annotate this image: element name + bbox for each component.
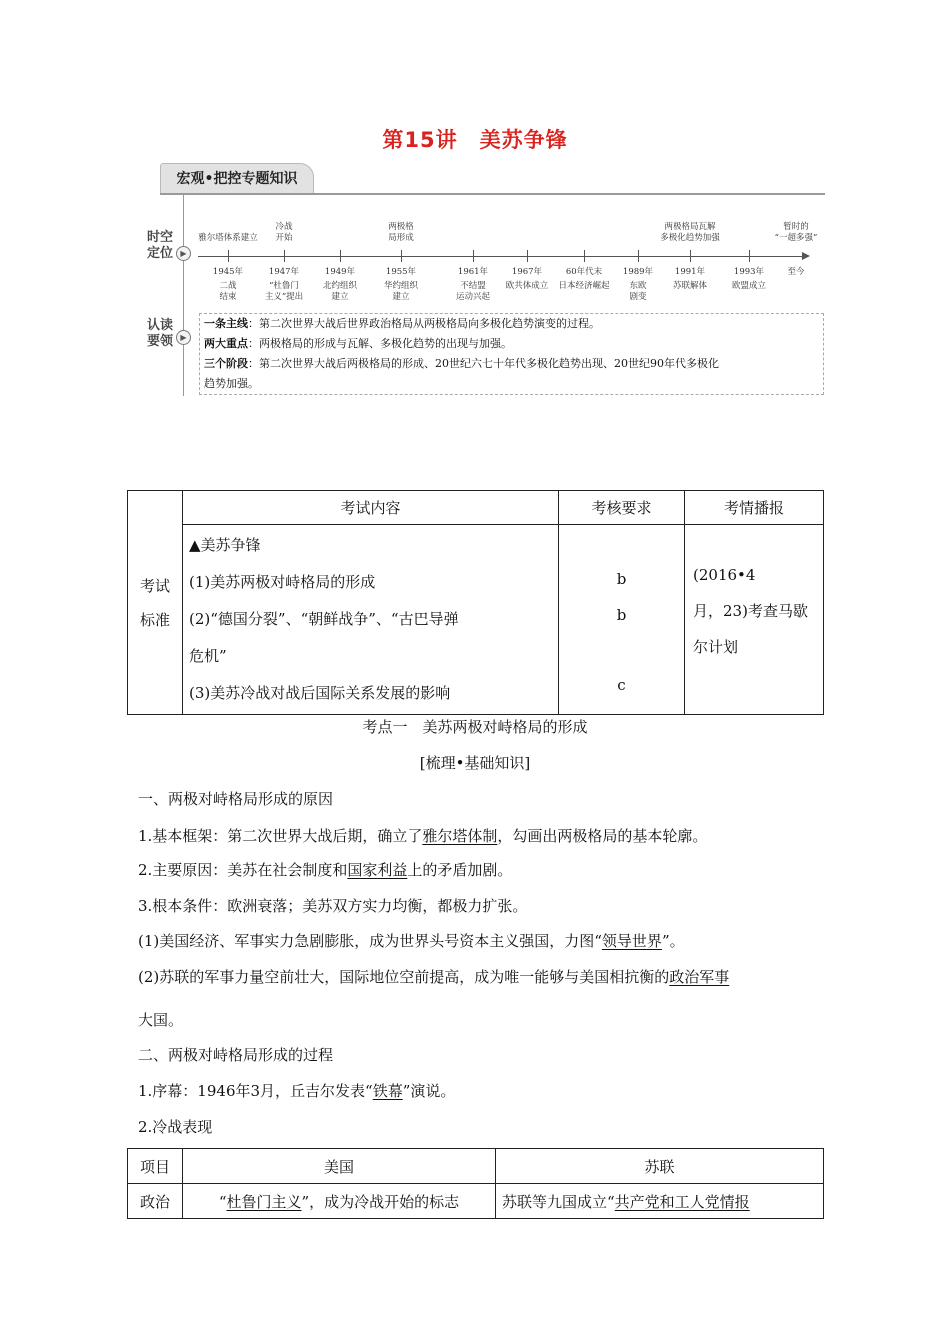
content-line: 危机”	[189, 647, 227, 665]
macro-overview-tab: 宏观•把控专题知识	[160, 163, 314, 194]
timeline-event-above: 两极格 局形成	[388, 222, 414, 243]
requirement-value: b	[616, 606, 627, 624]
timeline-event-above: 冷战 开始	[275, 222, 293, 243]
timeline-event-below: 欧盟成立	[731, 281, 766, 291]
paragraph: 3.根本条件：欧洲衰落；美苏双方实力均衡，都极力扩张。	[138, 897, 528, 915]
timeline-year: 1945年	[212, 267, 244, 277]
timeline-event-below: 北约组织 建立	[322, 281, 357, 302]
side-label-line: 要领	[146, 334, 173, 349]
content-line: (1)美苏两极对峙格局的形成	[189, 573, 376, 591]
timeline-year: 60年代末	[565, 267, 603, 277]
paragraph: 1.序幕：1946年3月，丘吉尔发表“铁幕”演说。	[138, 1082, 456, 1100]
heading-2: 二、两极对峙格局形成的过程	[138, 1046, 334, 1064]
reading-summary-box	[199, 313, 824, 395]
timeline-tick	[638, 250, 639, 262]
paragraph: (2)苏联的军事力量空前壮大，国际地位空前提高，成为唯一能够与美国相抗衡的政治军事	[138, 968, 730, 986]
timeline-event-above: 雅尔塔体系建立	[198, 233, 258, 243]
divider	[183, 193, 184, 396]
paragraph: 2.冷战表现	[138, 1118, 213, 1136]
content-line: ▲美苏争锋	[189, 536, 261, 554]
timeline-event-below: 不结盟 运动兴起	[455, 281, 490, 302]
reading-row: 两大重点：两极格局的形成与瓦解、多极化趋势的出现与加强。	[204, 337, 512, 350]
play-arrow-icon: ▶	[176, 330, 191, 345]
reading-side-label	[140, 318, 180, 350]
timeline-year: 1949年	[324, 267, 356, 277]
side-label-line: 认读	[146, 318, 173, 333]
paragraph: 大国。	[138, 1011, 184, 1029]
timeline-year: 1947年	[268, 267, 300, 277]
cold-war-table	[127, 1148, 824, 1219]
timeline-tick	[749, 250, 750, 262]
timeline-tick	[473, 250, 474, 262]
timeline-year: 1993年	[733, 267, 765, 277]
timeline-year: 至今	[787, 267, 805, 277]
reading-row: 趋势加强。	[204, 377, 259, 390]
timeline-event-below: 华约组织 建立	[383, 281, 418, 302]
row-header: 考试 标准	[128, 491, 183, 715]
paragraph: 2.主要原因：美苏在社会制度和国家利益上的矛盾加剧。	[138, 861, 513, 879]
column-header: 美国	[183, 1149, 496, 1184]
timeline-tick	[584, 250, 585, 262]
page-title: 第15讲 美苏争锋	[382, 128, 568, 152]
timeline-tick	[527, 250, 528, 262]
subsection-title: [梳理•基础知识]	[419, 754, 531, 772]
timeline-year: 1961年	[457, 267, 489, 277]
requirement-value: b	[616, 570, 627, 588]
play-arrow-icon: ▶	[176, 246, 191, 261]
timeline-tick	[340, 250, 341, 262]
column-header: 考核要求	[559, 491, 685, 525]
timeline-axis	[198, 256, 803, 257]
requirement-cell	[559, 525, 685, 715]
report-cell: (2016•4 月，23)考查马歇 尔计划	[685, 525, 824, 715]
side-label-line: 时空	[146, 230, 173, 245]
exam-standards-table	[127, 490, 824, 715]
section-title: 考点一 美苏两极对峙格局的形成	[362, 718, 588, 736]
timeline-side-label	[140, 230, 180, 262]
column-header: 项目	[128, 1149, 183, 1184]
heading-1: 一、两极对峙格局形成的原因	[138, 790, 334, 808]
requirement-value: c	[617, 676, 626, 694]
us-cell: “杜鲁门主义”，成为冷战开始的标志	[183, 1184, 496, 1219]
timeline-event-below: 日本经济崛起	[558, 281, 610, 291]
paragraph: 1.基本框架：第二次世界大战后期，确立了雅尔塔体制，勾画出两极格局的基本轮廓。	[138, 827, 708, 845]
paragraph: (1)美国经济、军事实力急剧膨胀，成为世界头号资本主义强国，力图“领导世界”。	[138, 932, 685, 950]
timeline-year: 1967年	[511, 267, 543, 277]
timeline-event-below: 二战 结束	[219, 281, 237, 302]
content-line: (2)“德国分裂”、“朝鲜战争”、“古巴导弹	[189, 610, 459, 628]
timeline-event-below: 欧共体成立	[505, 281, 549, 291]
column-header: 苏联	[496, 1149, 824, 1184]
arrow-head-icon	[802, 252, 810, 260]
reading-row: 三个阶段：第二次世界大战后两极格局的形成、20世纪六七十年代多极化趋势出现、20世纪90年代多极化	[204, 357, 719, 370]
timeline-year: 1955年	[385, 267, 417, 277]
timeline-event-below: “杜鲁门 主义”提出	[264, 281, 304, 302]
su-cell: 苏联等九国成立“共产党和工人党情报	[496, 1184, 824, 1219]
timeline-tick	[284, 250, 285, 262]
timeline-event-below: 东欧 剧变	[629, 281, 647, 302]
column-header: 考试内容	[183, 491, 559, 525]
exam-content-cell	[183, 525, 559, 715]
timeline-year: 1989年	[622, 267, 654, 277]
column-header: 考情播报	[685, 491, 824, 525]
side-label-line: 定位	[146, 246, 173, 261]
reading-row: 一条主线：第二次世界大战后世界政治格局从两极格局向多极化趋势演变的过程。	[204, 317, 600, 330]
divider	[160, 193, 825, 195]
content-line: (3)美苏冷战对战后国际关系发展的影响	[189, 684, 451, 702]
timeline-tick	[401, 250, 402, 262]
timeline-event-above: 暂时的 “一超多强”	[774, 222, 818, 243]
row-item: 政治	[128, 1184, 183, 1219]
timeline-event-above: 两极格局瓦解 多极化趋势加强	[660, 222, 720, 243]
timeline-tick	[690, 250, 691, 262]
timeline-year: 1991年	[674, 267, 706, 277]
timeline-tick	[228, 250, 229, 262]
timeline-event-below: 苏联解体	[672, 281, 707, 291]
